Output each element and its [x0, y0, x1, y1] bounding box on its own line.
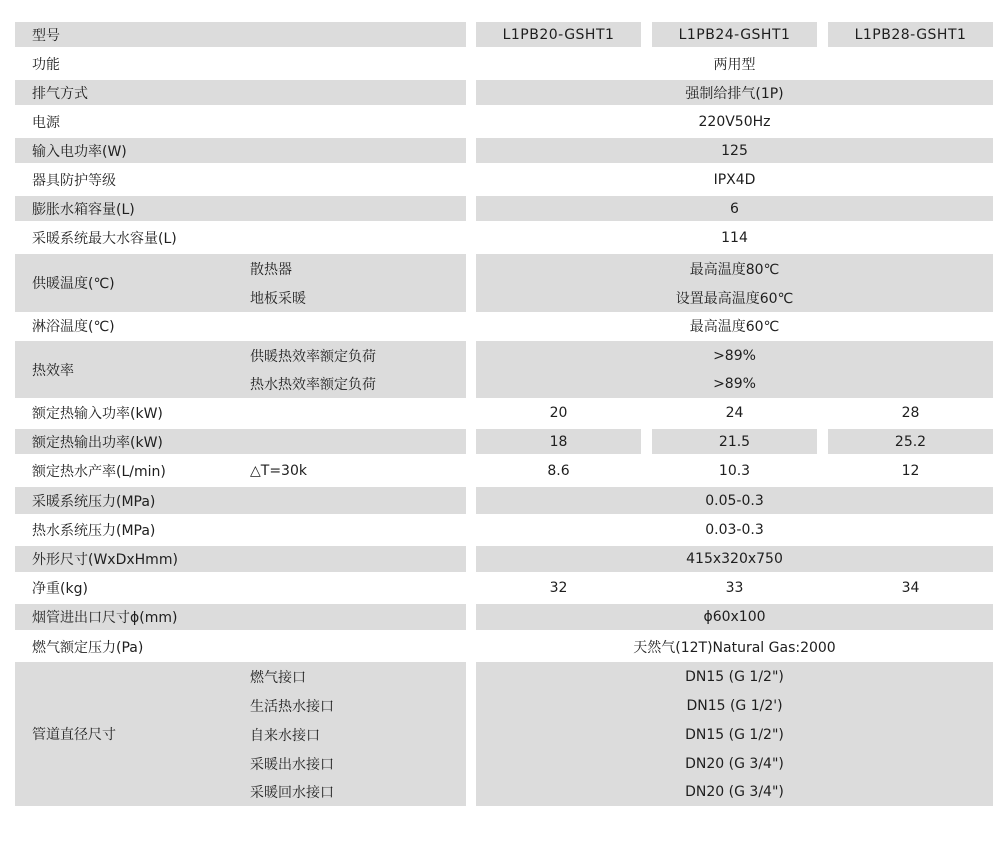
function-value: 两用型 — [713, 56, 756, 73]
hot-water-rate-2: 10.3 — [718, 462, 751, 479]
row-heating-pressure — [0, 487, 1002, 514]
flue-value: ϕ60x100 — [476, 604, 993, 630]
function-label: 功能 — [32, 56, 60, 73]
row-pipes — [0, 662, 1002, 806]
row-protection — [0, 167, 1002, 192]
input-power-value: 125 — [476, 138, 993, 163]
pipes-sub-gas: 燃气接口 — [250, 669, 306, 686]
pipes-value-domestic-hot-water: DN15 (G 1/2') — [686, 697, 783, 714]
hot-water-pressure-label: 热水系统压力(MPa) — [32, 522, 156, 539]
power-source-value: 220V50Hz — [698, 113, 771, 130]
efficiency-label: 热效率 — [15, 341, 466, 398]
heat-input-3: 28 — [901, 404, 920, 421]
pipes-sub-tap-water: 自来水接口 — [250, 727, 320, 744]
model-2: L1PB24-GSHT1 — [652, 22, 817, 47]
model-1: L1PB20-GSHT1 — [476, 22, 641, 47]
row-hot-water-pressure — [0, 517, 1002, 542]
heating-pressure-label: 采暖系统压力(MPa) — [15, 487, 466, 514]
hot-water-rate-sub: △T=30k — [250, 462, 307, 479]
efficiency-sub-hot-water: 热水热效率额定负荷 — [250, 377, 376, 393]
heat-input-1: 20 — [549, 404, 568, 421]
net-weight-1: 32 — [549, 579, 568, 596]
heating-temp-value-radiator: 最高温度80℃ — [689, 261, 780, 278]
heating-temp-label: 供暖温度(℃) — [15, 254, 466, 312]
pipes-value-heating-outlet: DN20 (G 3/4") — [685, 755, 784, 772]
heating-pressure-value: 0.05-0.3 — [476, 487, 993, 514]
pipes-value-heating-return: DN20 (G 3/4") — [685, 784, 784, 800]
max-water-label: 采暖系统最大水容量(L) — [32, 230, 177, 247]
exhaust-label: 排气方式 — [15, 80, 466, 105]
pipes-value-gas: DN15 (G 1/2") — [685, 668, 784, 685]
row-hot-water-rate — [0, 458, 1002, 483]
dimensions-value: 415x320x750 — [476, 546, 993, 572]
model-3: L1PB28-GSHT1 — [828, 22, 993, 47]
heat-input-2: 24 — [725, 404, 744, 421]
expansion-tank-label: 膨胀水箱容量(L) — [15, 196, 466, 221]
hot-water-rate-1: 8.6 — [547, 462, 570, 479]
hot-water-rate-label: 额定热水产率(L/min) — [32, 463, 166, 480]
row-shower-temp — [0, 313, 1002, 338]
efficiency-value-heating: >89% — [713, 347, 756, 364]
row-heat-input — [0, 400, 1002, 425]
row-expansion-tank — [0, 196, 1002, 221]
efficiency-sub-heating: 供暖热效率额定负荷 — [250, 348, 376, 365]
hot-water-pressure-value: 0.03-0.3 — [705, 521, 764, 538]
row-function — [0, 51, 1002, 76]
heating-temp-value-floor: 设置最高温度60℃ — [675, 290, 794, 307]
input-power-label: 输入电功率(W) — [15, 138, 466, 163]
net-weight-label: 净重(kg) — [32, 580, 88, 597]
shower-temp-label: 淋浴温度(℃) — [32, 318, 115, 335]
row-heat-output — [0, 429, 1002, 454]
pipes-value-tap-water: DN15 (G 1/2") — [685, 726, 784, 743]
heating-temp-sub-floor: 地板采暖 — [250, 290, 306, 307]
hot-water-rate-3: 12 — [901, 462, 920, 479]
row-gas-pressure — [0, 634, 1002, 659]
heat-output-3: 25.2 — [828, 429, 993, 454]
efficiency-value-hot-water: >89% — [713, 376, 756, 392]
protection-label: 器具防护等级 — [32, 172, 116, 189]
row-input-power — [0, 138, 1002, 163]
exhaust-value: 强制给排气(1P) — [476, 80, 993, 105]
power-source-label: 电源 — [32, 114, 60, 131]
pipes-sub-domestic-hot-water: 生活热水接口 — [250, 698, 334, 715]
protection-value: IPX4D — [713, 171, 756, 188]
row-flue — [0, 604, 1002, 630]
heat-output-2: 21.5 — [652, 429, 817, 454]
pipes-sub-heating-outlet: 采暖出水接口 — [250, 756, 334, 773]
gas-pressure-label: 燃气额定压力(Pa) — [32, 639, 144, 656]
gas-pressure-value: 天然气(12T)Natural Gas:2000 — [633, 639, 836, 656]
heat-output-label: 额定热输出功率(kW) — [15, 429, 466, 454]
row-exhaust — [0, 80, 1002, 105]
flue-label: 烟管进出口尺寸ϕ(mm) — [15, 604, 466, 630]
row-power-source — [0, 109, 1002, 134]
row-net-weight — [0, 575, 1002, 600]
heating-temp-sub-radiator: 散热器 — [250, 261, 292, 278]
heat-output-1: 18 — [476, 429, 641, 454]
shower-temp-value: 最高温度60℃ — [689, 318, 780, 335]
row-dimensions — [0, 546, 1002, 572]
expansion-tank-value: 6 — [476, 196, 993, 221]
net-weight-3: 34 — [901, 579, 920, 596]
model-label: 型号 — [15, 22, 466, 47]
pipes-sub-heating-return: 采暖回水接口 — [250, 785, 334, 801]
row-efficiency — [0, 341, 1002, 398]
net-weight-2: 33 — [725, 579, 744, 596]
dimensions-label: 外形尺寸(WxDxHmm) — [15, 546, 466, 572]
pipes-label: 管道直径尺寸 — [15, 662, 466, 806]
max-water-value: 114 — [721, 229, 748, 246]
heat-input-label: 额定热输入功率(kW) — [32, 405, 163, 422]
row-max-water — [0, 225, 1002, 250]
row-model — [0, 22, 1002, 47]
row-heating-temp — [0, 254, 1002, 312]
